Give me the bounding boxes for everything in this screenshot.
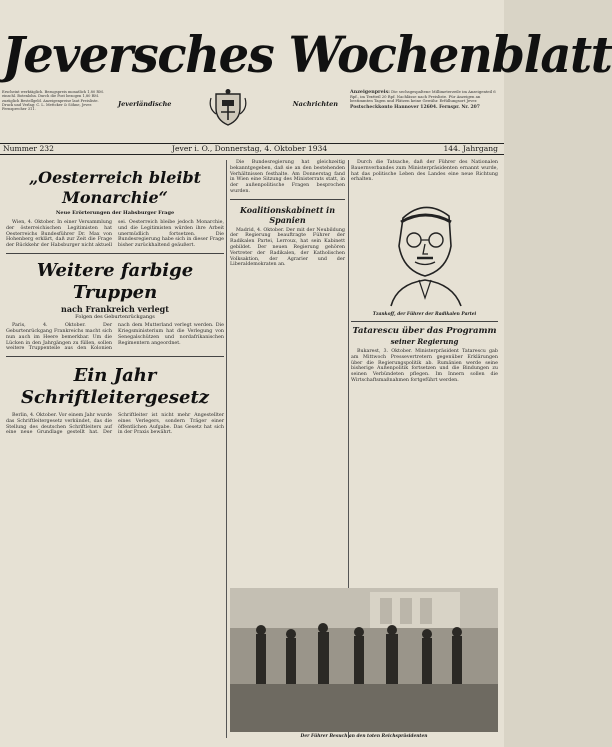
- subheadline-troops: nach Frankreich verlegt: [61, 304, 169, 315]
- article-paragraph: Madrid, 4. Oktober. Der mit der Neubildung der Regierung beauftragte Führer der Radikalen Partei, Lerroux, hat sein Kabinett gebildet. Der neuen Regierung gehören Vertreter der Radikalen, der Katholischen Volksaktion, der Agrarier und der Liberaldemokraten an.: [230, 227, 345, 268]
- volume-year: 144. Jahrgang: [443, 144, 498, 153]
- issue-number: Nummer 232: [3, 144, 54, 153]
- ad-price-text: Die sechsgespaltene Millimeterzeile im Anzeigenteil 6 Rpf., im Textteil 20 Rpf. Nachlässe nach Preisliste. Für Anzeigen an bestimmten Tagen und Plätzen keine Gewähr. Erfüllungsort Jever.: [350, 89, 496, 103]
- photo-caption: Der Führer Besuch an den toten Reichspräsidenten: [300, 734, 428, 739]
- coat-of-arms-icon: [208, 88, 248, 128]
- article-press-law-body: [6, 413, 224, 437]
- article-paragraph: Paris, 4. Oktober. Der Geburtenrückgang Frankreichs macht sich nun auch im Heere bemerkbar. Um die Lücken in den Jahrgängen zu füllen, sollen weitere Truppenteile aus den Kolonien nach dem Mutterland verlegt werden. Die Kriegsministerium hat die Verlegung von Senegalschützen und nordafrikanischen Regimentern angeordnet.: [6, 323, 224, 352]
- headline-troops: Weitere farbige Truppen: [36, 260, 194, 304]
- masthead: [0, 0, 612, 144]
- article-austria-body: [6, 220, 224, 249]
- postal-account: Postscheckkonto Hannover 12604. Fernspr. Nr. 207: [350, 104, 480, 110]
- article-paragraph: Berlin, 4. Oktober. Vor einem Jahr wurde das Schriftleitergesetz verkündet, das die Stellung des deutschen Schriftleiters auf eine neue Grundlage gestellt hat. Der Schriftleiter ist nicht mehr Angestellter eines Verlegers, sondern Träger einer öffentlichen Aufgabe. Das Gesetz hat sich in der Praxis bewährt.: [6, 413, 224, 436]
- headline-austria: „Oesterreich bleibt Monarchie“: [28, 168, 202, 207]
- article-tatarescu-body: [351, 349, 498, 384]
- masthead-left-text: Erscheint werktäglich. Bezugspreis monatlich 1,80 RM. einschl. Botenlohn. Durch die Post bezogen 1,80 RM. zuzüglich Bestellgeld. Anzeigenpreise laut Preisliste. Druck und Verlag: C. L. Mettcker & Söhne, Jever. Fernsprecher 311.: [2, 90, 104, 112]
- article-paragraph: Wien, 4. Oktober. In einer Versammlung der österreichischen Legitimisten hat Oesterreichs Bundesführer Dr. Max von Hohenberg erklärt, daß zur Zeit die Frage der Rückkehr der Habsburger nicht aktuell sei. Oesterreich bleibe jedoch Monarchie, und die Legitimisten würden ihre Arbeit unermüdlich fortsetzen. Die Bundesregierung habe sich in dieser Frage bisher zurückhaltend geäußert.: [6, 220, 224, 249]
- headline-tatarescu: Tatarescu über das Programm: [352, 325, 497, 336]
- article-troops-body: [6, 323, 224, 352]
- headline-tatarescu-2: seiner Regierung: [390, 336, 459, 346]
- divider: [230, 199, 345, 200]
- column-left: [6, 160, 224, 740]
- article-right-top-body: [351, 160, 498, 183]
- dateline-bar: [0, 143, 504, 155]
- subtitle-left: Jeverländische: [118, 100, 172, 108]
- subheadline-austria: Neue Erörterungen der Habsburger Frage: [55, 210, 175, 216]
- article-continuation-body: [230, 160, 345, 195]
- article-spain-body: [230, 228, 345, 269]
- masthead-right-info: [350, 90, 502, 142]
- divider: [6, 356, 224, 357]
- article-paragraph: Die Bundesregierung hat gleichzeitig bekanntgegeben, daß sie an den bestehenden Verhältnissen festhalte. Am Donnerstag fand in Wien eine Sitzung des Ministerrats statt, in der außenpolitische Fragen besprochen wurden.: [230, 160, 345, 194]
- issue-date: Jever i. O., Donnerstag, 4. Oktober 1934: [172, 144, 328, 153]
- article-paragraph: Durch die Tatsache, daß der Führer des Nationalen Bauernverbandes zum Ministerpräsidenten ernannt wurde, hat das politische Leben des Landes eine neue Richtung erhalten.: [351, 160, 498, 183]
- headline-press-law: Ein Jahr Schriftleitergesetz: [21, 365, 209, 409]
- newspaper-title: Jeversches Wochenblatt: [2, 25, 612, 84]
- ad-price-heading: Anzeigenpreis:: [350, 89, 390, 95]
- masthead-center: [118, 88, 338, 140]
- masthead-left-info: [2, 90, 110, 142]
- news-photo-icon: [230, 588, 498, 732]
- divider: [351, 321, 498, 322]
- headline-spain: Koalitionskabinett in Spanien: [239, 204, 336, 225]
- divider: [6, 253, 224, 254]
- subtitle-right: Nachrichten: [292, 100, 338, 108]
- portrait-drawing-icon: [351, 188, 498, 306]
- portrait-caption: Tzankoff, der Führer der Radikalen Partei: [372, 312, 477, 318]
- article-paragraph: Bukarest, 3. Oktober. Ministerpräsident Tatarescu gab am Mittwoch Pressevertretern gegenüber Erklärungen über die Regierungspolitik ab. Rumänien werde seine bisherige Außenpolitik fortsetzen und die Bindungen zu seinen Verbündeten pflegen. Im Innern sollen die Wirtschaftsmaßnahmen fortgeführt werden.: [351, 348, 498, 383]
- column-rule: [226, 160, 227, 738]
- subheadline-troops-2: Folgen des Geburtenrückgangs: [75, 314, 155, 321]
